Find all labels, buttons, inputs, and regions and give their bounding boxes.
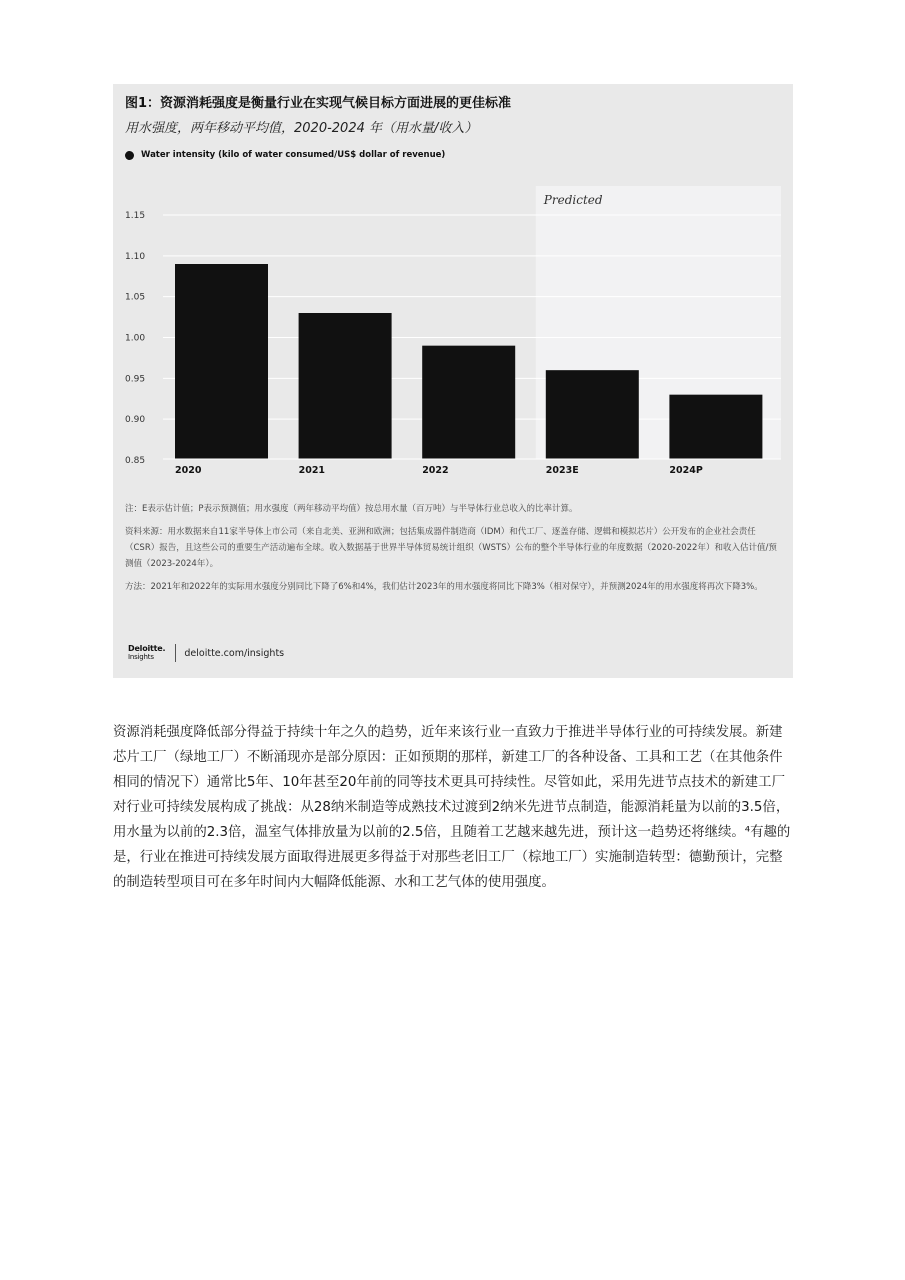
note-source: 资料来源：用水数据来自11家半导体上市公司（来自北美、亚洲和欧洲；包括集成器件制造商（IDM）和代工厂、逐盖存储、逻辑和模拟芯片）公开发布的企业社会责任（CSR）报告，且这些公司的重要生产活动遍布全球。收入数据基于世界半导体贸易统计组织（WSTS）公布的整个半导体行业的年度数据（2020-2022年）和收入估计值/预测值（2023-2024年）。 <box>125 527 777 569</box>
y-tick-label: 1.10 <box>125 251 146 262</box>
bar-chart <box>113 180 793 480</box>
figure-subtitle: 用水强度，两年移动平均值，2020-2024 年（用水量/收入） <box>125 121 478 136</box>
deloitte-insights-logo: Deloitte. Insights <box>128 644 166 661</box>
y-tick-label: 1.15 <box>125 211 146 221</box>
bar <box>422 346 515 459</box>
bar <box>669 395 762 459</box>
chart-legend <box>125 150 445 160</box>
legend-marker-icon <box>125 151 134 160</box>
legend-label: Water intensity (kilo of water consumed/US$ dollar of revenue) <box>141 150 446 160</box>
brand-divider <box>175 644 176 662</box>
bar <box>175 264 268 459</box>
body-paragraph: 资源消耗强度降低部分得益于持续十年之久的趋势，近年来该行业一直致力于推进半导体行业的可持续发展。新建芯片工厂（绿地工厂）不断涌现亦是部分原因：正如预期的那样，新建工厂的各种设备、工具和工艺（在其他条件相同的情况下）通常比5年、10年甚至20年前的同等技术更具可持续性。尽管如此，采用先进节点技术的新建工厂对行业可持续发展构成了挑战：从28纳米制造等成熟技术过渡到2纳米先进节点制造，能源消耗量为以前的3.5倍，用水量为以前的2.3倍，温室气体排放量为以前的2.5倍，且随着工艺越来越先进，预计这一趋势还将继续。⁴有趣的是，行业在推进可持续发展方面取得进展更多得益于对那些老旧工厂（棕地工厂）实施制造转型：德勤预计，完整的制造转型项目可在多年时间内大幅降低能源、水和工艺气体的使用强度。 <box>113 725 791 890</box>
x-tick-label: 2024P <box>669 465 703 476</box>
y-tick-label: 0.85 <box>125 456 146 466</box>
y-tick-label: 1.00 <box>125 333 146 344</box>
deloitte-insights-brand <box>128 644 284 662</box>
y-tick-label: 1.05 <box>125 292 146 303</box>
figure-notes <box>125 501 781 602</box>
brand-url: deloitte.com/insights <box>184 647 285 659</box>
predicted-label: Predicted <box>543 193 603 207</box>
x-tick-label: 2020 <box>175 465 202 476</box>
note-definitions: 注：E表示估计值；P表示预测值；用水强度（两年移动平均值）按总用水量（百万吨）与半导体行业总收入的比率计算。 <box>125 504 578 514</box>
bar <box>546 370 639 459</box>
bar <box>299 313 392 459</box>
y-tick-label: 0.90 <box>125 415 146 426</box>
x-tick-label: 2022 <box>422 465 449 476</box>
figure-panel <box>113 84 793 678</box>
note-method: 方法：2021年和2022年的实际用水强度分别同比下降了6%和4%，我们估计2023年的用水强度将同比下降3%（相对保守），并预测2024年的用水强度将再次下降3%。 <box>125 582 763 592</box>
x-tick-label: 2023E <box>545 465 579 476</box>
y-tick-label: 0.95 <box>125 374 146 385</box>
x-tick-label: 2021 <box>298 465 326 476</box>
figure-title: 图1：资源消耗强度是衡量行业在实现气候目标方面进展的更佳标准 <box>125 96 512 111</box>
